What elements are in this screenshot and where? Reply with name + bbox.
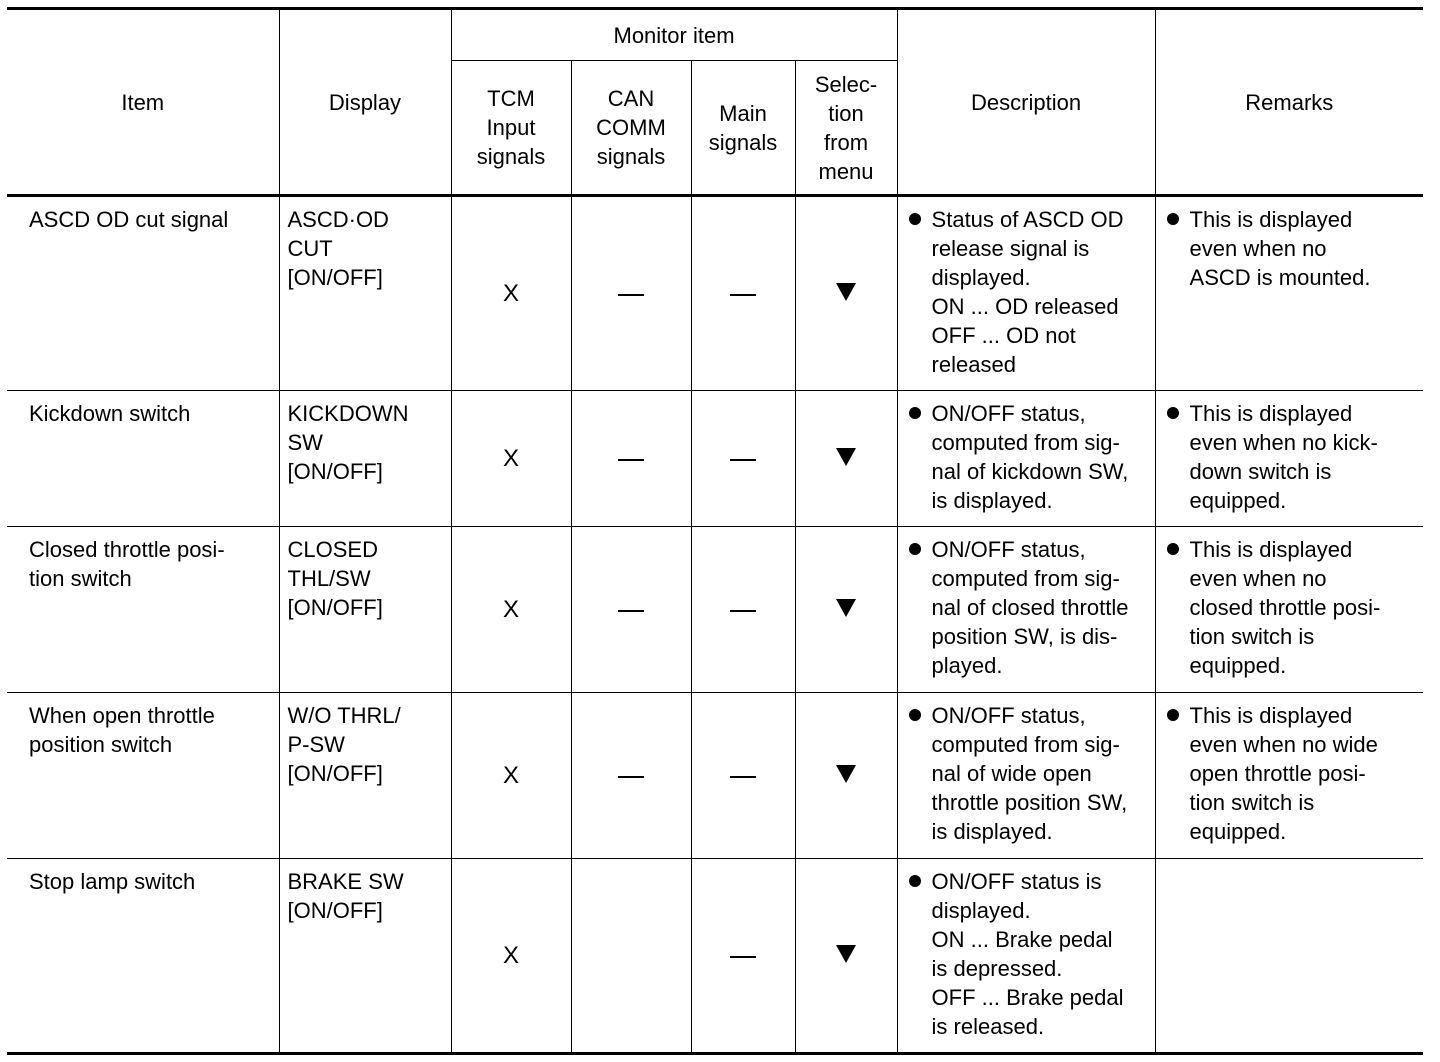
description-cell xyxy=(897,693,1155,859)
dash-mark xyxy=(618,459,644,461)
tcm-input-cell-value: X xyxy=(502,445,519,472)
remarks-cell xyxy=(1155,859,1423,1054)
triangle-down-icon xyxy=(836,945,856,963)
description-cell-line: is displayed. xyxy=(931,488,1053,513)
display-cell-line: CLOSED xyxy=(287,537,378,562)
display-cell-line: ASCD·OD xyxy=(287,207,389,232)
description-cell-line: computed from sig- xyxy=(931,430,1120,455)
display-cell-line: [ON/OFF] xyxy=(287,898,383,923)
remarks-cell-line: This is displayed xyxy=(1189,401,1353,426)
remarks-cell-line: This is displayed xyxy=(1189,703,1353,728)
description-cell-bullet-item xyxy=(906,205,1147,379)
header-selection-from-menu xyxy=(795,61,897,196)
header-remarks: Remarks xyxy=(1155,9,1423,196)
tcm-input-cell xyxy=(451,859,571,1054)
display-cell-line: KICKDOWN xyxy=(287,401,409,426)
bullet-icon xyxy=(909,407,921,419)
display-cell-line: SW xyxy=(287,430,323,455)
description-cell-line: OFF ... Brake pedal xyxy=(931,985,1124,1010)
bullet-icon xyxy=(909,709,921,721)
header-line: menu xyxy=(818,158,874,184)
description-cell-line: is released. xyxy=(931,1014,1045,1039)
description-cell xyxy=(897,527,1155,693)
item-cell xyxy=(7,391,279,527)
remarks-cell-line: even when no xyxy=(1189,236,1327,261)
header-description: Description xyxy=(897,9,1155,196)
description-cell-line: release signal is xyxy=(931,236,1090,261)
item-cell-line: ASCD OD cut signal xyxy=(29,207,229,232)
item-cell-line: position switch xyxy=(29,732,173,757)
dash-mark xyxy=(618,610,644,612)
description-cell-bullet-item xyxy=(906,535,1147,680)
remarks-cell-line: equipped. xyxy=(1189,488,1287,513)
remarks-cell-bullet-item xyxy=(1164,701,1416,846)
description-cell-line: ON/OFF status, xyxy=(931,703,1086,728)
display-cell-line: P-SW xyxy=(287,732,345,757)
main-signals-cell xyxy=(691,196,795,391)
header-can-comm-signals xyxy=(571,61,691,196)
description-cell-line: ON/OFF status is xyxy=(931,869,1102,894)
display-cell xyxy=(279,196,451,391)
bullet-icon xyxy=(1167,213,1179,225)
tcm-input-cell xyxy=(451,391,571,527)
table-row xyxy=(7,391,1423,527)
table-row xyxy=(7,859,1423,1054)
bullet-icon xyxy=(1167,543,1179,555)
item-cell-line: When open throttle xyxy=(29,703,215,728)
selection-cell xyxy=(795,196,897,391)
display-cell-line: CUT xyxy=(287,236,333,261)
display-cell xyxy=(279,527,451,693)
item-cell xyxy=(7,196,279,391)
description-cell-line: nal of kickdown SW, xyxy=(931,459,1129,484)
description-cell-line: computed from sig- xyxy=(931,566,1120,591)
item-cell-line: Closed throttle posi- xyxy=(29,537,225,562)
bullet-icon xyxy=(1167,709,1179,721)
dash-mark xyxy=(730,610,756,612)
selection-cell xyxy=(795,693,897,859)
remarks-cell-line: closed throttle posi- xyxy=(1189,595,1381,620)
header-line: COMM xyxy=(596,115,666,140)
remarks-cell-line: This is displayed xyxy=(1189,537,1353,562)
dash-mark xyxy=(618,776,644,778)
display-cell-line: THL/SW xyxy=(287,566,371,591)
header-line: signals xyxy=(596,144,666,169)
dash-mark xyxy=(730,956,756,958)
display-cell-line: [ON/OFF] xyxy=(287,265,383,290)
dash-mark xyxy=(730,294,756,296)
description-cell-line: ON/OFF status, xyxy=(931,401,1086,426)
remarks-cell-line: tion switch is xyxy=(1189,790,1315,815)
bullet-icon xyxy=(909,875,921,887)
tcm-input-cell xyxy=(451,527,571,693)
header-line: TCM xyxy=(487,86,535,111)
table-row xyxy=(7,196,1423,391)
description-cell-bullet-item xyxy=(906,701,1147,846)
remarks-cell-line: equipped. xyxy=(1189,653,1287,678)
description-cell-bullet-item xyxy=(906,867,1147,1041)
description-cell-line: ON ... Brake pedal xyxy=(931,927,1113,952)
description-cell-line: displayed. xyxy=(931,898,1031,923)
header-line: Main xyxy=(719,100,767,126)
remarks-cell-line: This is displayed xyxy=(1189,207,1353,232)
table-row xyxy=(7,527,1423,693)
triangle-down-icon xyxy=(836,283,856,301)
can-comm-cell xyxy=(571,391,691,527)
description-cell xyxy=(897,391,1155,527)
header-main-signals xyxy=(691,61,795,196)
can-comm-cell xyxy=(571,693,691,859)
description-cell-line: Status of ASCD OD xyxy=(931,207,1124,232)
header-line: CAN xyxy=(607,86,655,111)
description-cell xyxy=(897,196,1155,391)
remarks-cell-bullet-item xyxy=(1164,535,1416,680)
remarks-cell-line: ASCD is mounted. xyxy=(1189,265,1371,290)
item-cell xyxy=(7,693,279,859)
can-comm-cell xyxy=(571,527,691,693)
main-signals-cell xyxy=(691,693,795,859)
bullet-icon xyxy=(909,213,921,225)
bullet-icon xyxy=(909,543,921,555)
header-line: from xyxy=(824,129,869,155)
triangle-down-icon xyxy=(836,599,856,617)
tcm-input-cell xyxy=(451,196,571,391)
header-line: Selec- xyxy=(814,71,878,97)
display-cell-line: W/O THRL/ xyxy=(287,703,401,728)
selection-cell xyxy=(795,527,897,693)
remarks-cell-line: open throttle posi- xyxy=(1189,761,1366,786)
bullet-icon xyxy=(1167,407,1179,419)
description-cell-line: played. xyxy=(931,653,1003,678)
can-comm-cell xyxy=(571,859,691,1054)
display-cell xyxy=(279,391,451,527)
remarks-cell-line: even when no wide xyxy=(1189,732,1378,757)
main-signals-cell xyxy=(691,859,795,1054)
tcm-input-cell xyxy=(451,693,571,859)
header-display: Display xyxy=(279,9,451,196)
can-comm-cell xyxy=(571,196,691,391)
description-cell-line: ON ... OD released xyxy=(931,294,1119,319)
remarks-cell-bullet-item xyxy=(1164,205,1416,292)
item-cell xyxy=(7,527,279,693)
remarks-cell-line: even when no kick- xyxy=(1189,430,1378,455)
description-cell-line: ON/OFF status, xyxy=(931,537,1086,562)
tcm-input-cell-value: X xyxy=(502,762,519,789)
header-line: signals xyxy=(708,129,778,155)
main-signals-cell xyxy=(691,391,795,527)
header-tcm-input-signals xyxy=(451,61,571,196)
main-signals-cell xyxy=(691,527,795,693)
description-cell-line: position SW, is dis- xyxy=(931,624,1118,649)
description-cell-bullet-item xyxy=(906,399,1147,515)
item-cell-line: tion switch xyxy=(29,566,132,591)
dash-mark xyxy=(618,294,644,296)
description-cell-line: nal of closed throttle xyxy=(931,595,1129,620)
header-line: Input xyxy=(486,115,536,140)
tcm-input-cell-value: X xyxy=(502,280,519,307)
description-cell-line: nal of wide open xyxy=(931,761,1092,786)
description-cell-line: displayed. xyxy=(931,265,1031,290)
display-cell xyxy=(279,859,451,1054)
header-line: tion xyxy=(828,100,864,126)
header-monitor-item: Monitor item xyxy=(451,9,897,61)
selection-cell xyxy=(795,859,897,1054)
triangle-down-icon xyxy=(836,448,856,466)
header-item: Item xyxy=(7,9,279,196)
description-cell-line: throttle position SW, xyxy=(931,790,1128,815)
description-cell-line: is depressed. xyxy=(931,956,1063,981)
selection-cell xyxy=(795,391,897,527)
description-cell xyxy=(897,859,1155,1054)
description-cell-line: computed from sig- xyxy=(931,732,1120,757)
display-cell-line: BRAKE SW xyxy=(287,869,404,894)
monitor-item-table xyxy=(7,7,1423,1055)
dash-mark xyxy=(730,459,756,461)
dash-mark xyxy=(730,776,756,778)
tcm-input-cell-value: X xyxy=(502,942,519,969)
remarks-cell xyxy=(1155,693,1423,859)
display-cell-line: [ON/OFF] xyxy=(287,761,383,786)
table-row xyxy=(7,693,1423,859)
remarks-cell-line: tion switch is xyxy=(1189,624,1315,649)
remarks-cell-bullet-item xyxy=(1164,399,1416,515)
remarks-cell xyxy=(1155,196,1423,391)
display-cell-line: [ON/OFF] xyxy=(287,459,383,484)
remarks-cell xyxy=(1155,527,1423,693)
tcm-input-cell-value: X xyxy=(502,596,519,623)
item-cell-line: Kickdown switch xyxy=(29,401,191,426)
description-cell-line: released xyxy=(931,352,1016,377)
triangle-down-icon xyxy=(836,765,856,783)
item-cell xyxy=(7,859,279,1054)
display-cell-line: [ON/OFF] xyxy=(287,595,383,620)
remarks-cell-line: even when no xyxy=(1189,566,1327,591)
remarks-cell-line: down switch is xyxy=(1189,459,1332,484)
remarks-cell-line: equipped. xyxy=(1189,819,1287,844)
description-cell-line: is displayed. xyxy=(931,819,1053,844)
item-cell-line: Stop lamp switch xyxy=(29,869,196,894)
description-cell-line: OFF ... OD not xyxy=(931,323,1076,348)
remarks-cell xyxy=(1155,391,1423,527)
header-line: signals xyxy=(476,144,546,169)
display-cell xyxy=(279,693,451,859)
